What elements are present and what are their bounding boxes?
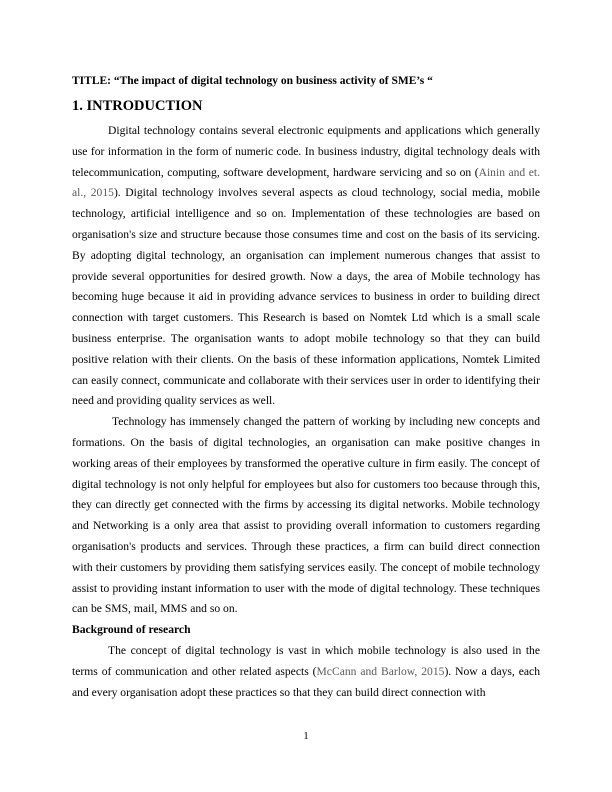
subheading-background-of-research: Background of research — [72, 623, 191, 637]
paragraph-3-text-a: The concept of digital technology is vast in which mobile technology is also used in the terms of communication and other related aspects ( — [72, 643, 540, 678]
paragraph-3-text-b: ). Now a days, each and every organisation adopt these practices so that they can build direct connection with — [72, 664, 540, 699]
page-number: 1 — [303, 730, 309, 742]
section-heading-introduction: 1. INTRODUCTION — [72, 98, 203, 114]
paragraph-2: Technology has immensely changed the pattern of working by including new concepts and formations. On the basis of digital technologies, an organisation can make positive changes in working areas of their employees by transformed the operative culture in firm easily. The concept of digital technology is not only helpful for employees but also for customers too because through this, they can directly get connected with the firms by accessing its digital networks. Mobile technology and Networking is a only area that assist to providing overall information to customers regarding organisation's products and services. Through these practices, a firm can build direct connection with their customers by providing them satisfying services easily. The concept of mobile technology assist to providing instant information to user with the mode of digital technology. These techniques can be SMS, mail, MMS and so on. — [72, 415, 540, 616]
document-title: TITLE: “The impact of digital technology on business activity of SME’s “ — [72, 75, 433, 87]
citation-ainin: Ainin and et. al., 2015 — [72, 165, 540, 200]
document-body — [72, 121, 540, 703]
paragraph-3 — [72, 641, 540, 703]
citation-mccann-barlow: McCann and Barlow, 2015 — [316, 664, 445, 678]
paragraph-1 — [72, 121, 540, 412]
paragraph-1-text-a: Digital technology contains several electronic equipments and applications which generally use for information in the form of numeric code. In business industry, digital technology deals with telecommunication, computing, software development, hardware servicing and so on ( — [72, 124, 540, 179]
paragraph-1-text-b: ). Digital technology involves several aspects as cloud technology, social media, mobile technology, artificial intelligence and so on. Implementation of these technologies are based on organisation's size and structure because those consumes time and cost on the basis of its servicing. By adopting digital technology, an organisation can implement numerous changes that assist to provide several opportunities for desired growth. Now a days, the area of Mobile technology has becoming huge because it aid in providing advance services to business in order to building direct connection with target customers. This Research is based on Nomtek Ltd which is a small scale business enterprise. The organisation wants to adopt mobile technology so that they can build positive relation with their clients. On the basis of these information applications, Nomtek Limited can easily connect, communicate and collaborate with their services user in order to identifying their need and providing quality services as well. — [72, 186, 540, 408]
